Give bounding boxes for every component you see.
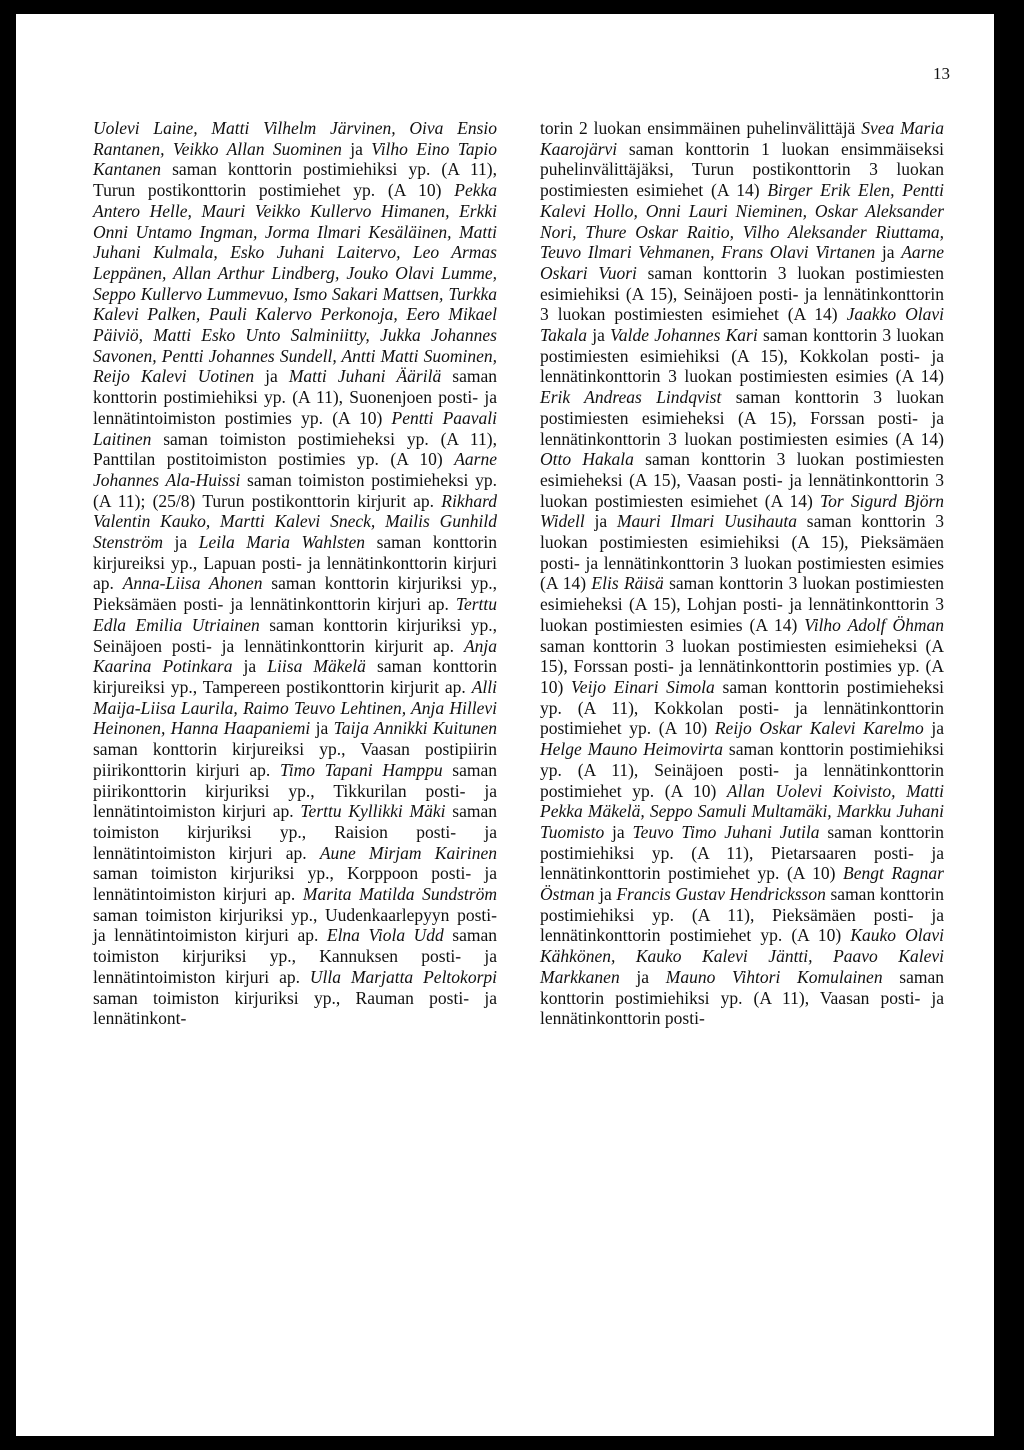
- name-text: Teuvo Timo Juhani Jutila: [632, 821, 820, 842]
- body-text: saman konttorin postimiehiksi yp. (A 11), Seinäjoen posti- ja lennätinkonttorin postimiehet yp. (A 10): [540, 739, 944, 801]
- body-text: saman konttorin 3 luokan postimiesten esimiehiksi (A 15), Pieksämäen posti- ja lennätinkonttorin 3 luokan postimiesten esimies (A 14): [540, 511, 944, 594]
- name-text: Mauno Vihtori Komulainen: [665, 966, 883, 987]
- name-text: Francis Gustav Hendricksson: [616, 884, 826, 905]
- body-text: saman konttorin postimiehiksi yp. (A 11), Suonenjoen posti- ja lennätintoimiston postimies yp. (A 10): [93, 366, 497, 428]
- name-text: Rikhard Valentin Kauko, Martti Kalevi Sneck, Mailis Gunhild Stenström: [93, 490, 497, 553]
- body-text: saman toimiston kirjuriksi yp., Rauman posti- ja lennätinkont-: [93, 987, 497, 1029]
- body-text: saman konttorin 1 luokan ensimmäiseksi puhelinvälittäjäksi, Turun postikonttorin 3 luokan postimiesten esimiehet (A 14): [540, 138, 944, 201]
- body-text: ja: [232, 656, 268, 677]
- body-text: saman toimiston postimieheksi yp. (A 11), Panttilan postitoimiston postimies yp. (A 10): [93, 428, 497, 470]
- name-text: Anna-Liisa Ahonen: [122, 573, 263, 594]
- name-text: Anja Kaarina Potinkara: [93, 635, 497, 677]
- body-text: ja: [875, 242, 902, 263]
- name-text: Terttu Edla Emilia Utriainen: [93, 594, 497, 635]
- body-text: saman piirikonttorin kirjuriksi yp., Tikkurilan posti- ja lennätintoimiston kirjuri ap.: [93, 759, 497, 822]
- body-text: saman konttorin 3 luokan postimiesten esimieheksi (A 15), Forssan posti- ja lennätinkonttorin 3 luokan postimiesten esimies (A 14): [540, 387, 944, 449]
- body-text: saman toimiston kirjuriksi yp., Kannuksen posti- ja lennätintoimiston kirjuri ap.: [93, 925, 497, 987]
- name-text: Otto Hakala: [540, 449, 634, 470]
- body-text: ja: [584, 511, 617, 532]
- name-text: Svea Maria Kaarojärvi: [540, 118, 944, 159]
- body-text: saman konttorin 3 luokan postimiesten esimieheksi (A 15), Forssan posti- ja lennätinkonttorin postimies yp. (A 10): [540, 635, 944, 697]
- body-text: saman konttorin 3 luokan postimiesten esimieheksi (A 15), Vaasan posti- ja lennätinkonttorin 3 luokan postimiesten esimiehet (A 14): [540, 449, 944, 511]
- name-text: Mauri Ilmari Uusihauta: [616, 511, 797, 532]
- name-text: Terttu Kyllikki Mäki: [300, 801, 446, 822]
- name-text: Jaakko Olavi Takala: [540, 304, 945, 346]
- text-column-right: [540, 118, 944, 1029]
- left-paragraph: [93, 118, 497, 1029]
- body-text: saman konttorin postimiehiksi yp. (A 11), Pieksämäen posti- ja lennätinkonttorin postimiehet yp. (A 10): [540, 884, 944, 946]
- name-text: Tor Sigurd Björn Widell: [540, 490, 944, 532]
- name-text: Bengt Ragnar Östman: [540, 863, 944, 905]
- body-text: saman konttorin postimieheksi yp. (A 11), Kokkolan posti- ja lennätinkonttorin postimiehet yp. (A 10): [540, 676, 945, 739]
- name-text: Taija Annikki Kuitunen: [333, 718, 497, 739]
- name-text: Valde Johannes Kari: [610, 325, 758, 346]
- name-text: Ulla Marjatta Peltokorpi: [309, 966, 497, 987]
- text-column-left: [93, 118, 497, 1029]
- name-text: Helge Mauno Heimovirta: [540, 739, 723, 760]
- name-text: Aarne Johannes Ala-Huissi: [93, 449, 497, 490]
- right-paragraph: [540, 118, 944, 1029]
- scan-edge-bar: [994, 14, 1004, 1436]
- body-text: saman konttorin 3 luokan postimiesten esimieheksi (A 15), Lohjan posti- ja lennätinkonttorin 3 luokan postimiesten esimies (A 14): [540, 573, 945, 635]
- body-text: ja: [587, 325, 611, 346]
- name-text: Aarne Oskari Vuori: [540, 242, 944, 283]
- name-text: Pentti Paavali Laitinen: [93, 407, 498, 449]
- body-text: saman konttorin postimiehiksi yp. (A 11), Pietarsaaren posti- ja lennätinkonttorin postimiehet yp. (A 10): [540, 821, 944, 884]
- body-text: ja: [310, 718, 334, 739]
- body-text: saman konttorin kirjureiksi yp., Tampereen postikonttorin kirjurit ap.: [93, 656, 497, 697]
- page-number: 13: [933, 64, 950, 83]
- body-text: ja: [604, 821, 633, 842]
- body-text: saman konttorin 3 luokan postimiesten esimiehiksi (A 15), Kokkolan posti- ja lennätinkonttorin 3 luokan postimiesten esimies (A 14): [540, 325, 944, 387]
- name-text: Vilho Eino Tapio Kantanen: [93, 138, 497, 180]
- name-text: Vilho Adolf Öhman: [804, 614, 944, 635]
- name-text: Leila Maria Wahlsten: [198, 532, 366, 553]
- name-text: Matti Juhani Äärilä: [288, 366, 442, 387]
- name-text: Elna Viola Udd: [326, 925, 444, 946]
- name-text: Allan Uolevi Koivisto, Matti Pekka Mäkelä, Seppo Samuli Multamäki, Markku Juhani Tuomisto: [540, 780, 945, 842]
- name-text: Birger Erik Elen, Pentti Kalevi Hollo, Onni Lauri Nieminen, Oskar Aleksander Nori, Thure Oskar Raitio, Vilho Aleksander Riuttama, Teuvo Ilmari Vehmanen, Frans Olavi Virtanen: [540, 180, 944, 263]
- body-text: ja: [619, 966, 666, 987]
- body-text: ja: [254, 366, 289, 387]
- body-text: saman toimiston kirjuriksi yp., Uudenkaarlepyyn posti- ja lennätintoimiston kirjuri ap.: [93, 904, 497, 946]
- name-text: Marita Matilda Sundström: [302, 884, 497, 905]
- body-text: saman konttorin postimiehiksi yp. (A 11), Turun postikonttorin postimiehet yp. (A 10): [93, 159, 497, 201]
- name-text: Elis Räisä: [591, 573, 664, 594]
- body-text: saman toimiston postimieheksi yp. (A 11); (25/8) Turun postikonttorin kirjurit ap.: [93, 469, 497, 511]
- name-text: Pekka Antero Helle, Mauri Veikko Kullervo Himanen, Erkki Onni Untamo Ingman, Jorma Ilmari Kesäläinen, Matti Juhani Kulmala, Esko Juhani Laitervo, Leo Armas Leppänen, Allan Arthur Lindberg, Jouko Olavi Lumme, Seppo Kullervo Lummevuo, Ismo Sakari Mattsen, Turkka Kalevi Palken, Pauli Kalervo Perkonoja, Eero Mikael Päiviö, Matti Esko Unto Salminiitty, Jukka Johannes Savonen, Pentti Johannes Sundell, Antti Matti Suominen, Reijo Kalevi Uotinen: [93, 180, 497, 387]
- body-text: saman konttorin kirjuriksi yp., Seinäjoen posti- ja lennätinkonttorin kirjurit ap.: [93, 614, 497, 656]
- document-page: [16, 14, 1004, 1436]
- body-text: ja: [594, 884, 617, 905]
- name-text: Aune Mirjam Kairinen: [319, 842, 497, 863]
- body-text: saman toimiston kirjuriksi yp., Raision posti- ja lennätintoimiston kirjuri ap.: [93, 801, 497, 863]
- name-text: Uolevi Laine, Matti Vilhelm Järvinen, Oiva Ensio Rantanen, Veikko Allan Suominen: [93, 118, 497, 159]
- body-text: saman toimiston kirjuriksi yp., Korppoon posti- ja lennätintoimiston kirjuri ap.: [93, 863, 497, 905]
- body-text: ja: [923, 718, 944, 739]
- name-text: Veijo Einari Simola: [571, 676, 715, 697]
- name-text: Kauko Olavi Kähkönen, Kauko Kalevi Jäntti, Paavo Kalevi Markkanen: [540, 925, 944, 987]
- name-text: Erik Andreas Lindqvist: [540, 387, 722, 408]
- body-text: saman konttorin kirjuriksi yp., Pieksämäen posti- ja lennätinkonttorin kirjuri ap.: [93, 573, 497, 615]
- name-text: Reijo Oskar Kalevi Karelmo: [714, 718, 924, 739]
- name-text: Alli Maija-Liisa Laurila, Raimo Teuvo Lehtinen, Anja Hillevi Heinonen, Hanna Haapaniemi: [93, 676, 497, 739]
- body-text: torin 2 luokan ensimmäinen puhelinvälittäjä: [540, 118, 862, 138]
- body-text: ja: [341, 138, 372, 159]
- name-text: Liisa Mäkelä: [267, 656, 366, 677]
- body-text: saman konttorin postimiehiksi yp. (A 11), Vaasan posti- ja lennätinkonttorin posti-: [540, 966, 944, 1029]
- body-text: saman konttorin kirjureiksi yp., Vaasan postipiirin piirikonttorin kirjuri ap.: [93, 739, 497, 780]
- name-text: Timo Tapani Hamppu: [279, 759, 443, 780]
- body-text: saman konttorin 3 luokan postimiesten esimiehiksi (A 15), Seinäjoen posti- ja lennätinkonttorin 3 luokan postimiesten esimiehet (A 14): [540, 262, 945, 325]
- body-text: ja: [163, 532, 199, 553]
- body-text: saman konttorin kirjureiksi yp., Lapuan posti- ja lennätinkonttorin kirjuri ap.: [93, 532, 497, 594]
